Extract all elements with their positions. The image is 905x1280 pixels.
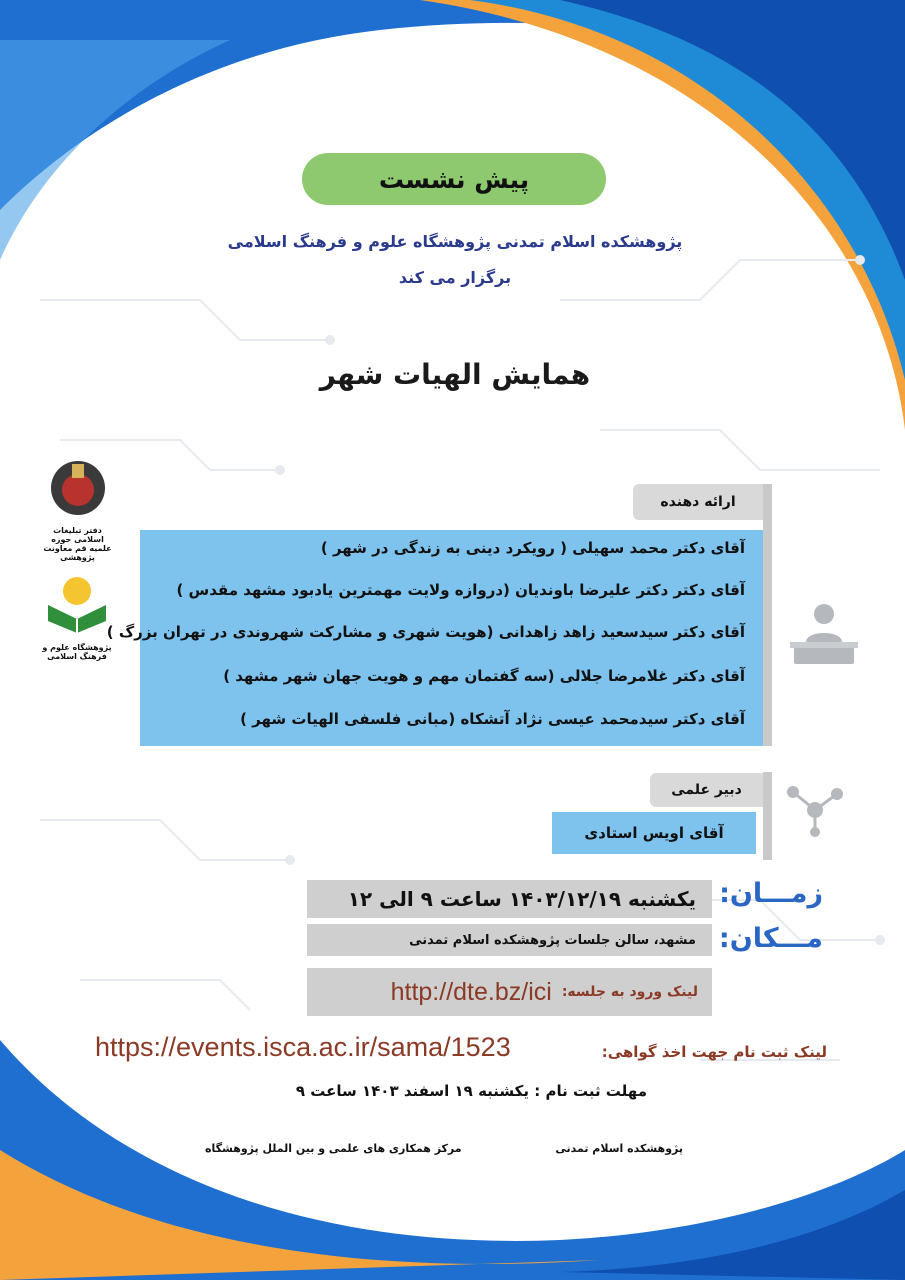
organizer-subline: برگزار می کند xyxy=(398,268,512,287)
registration-deadline: مهلت ثبت نام : یکشنبه ۱۹ اسفند ۱۴۰۳ ساعت ۹ xyxy=(295,1082,647,1100)
logo1-caption: دفتر تبلیغات اسلامی حوزه علمیه قم معاونت پژوهشی xyxy=(43,526,112,562)
book-sun-icon xyxy=(42,575,112,635)
time-label: زمـــان: xyxy=(719,878,823,909)
logo-tablighat xyxy=(40,458,115,562)
speaker-podium-icon xyxy=(786,598,862,674)
session-link-box xyxy=(307,968,712,1016)
place-value: مشهد، سالن جلسات پژوهشکده اسلام تمدنی xyxy=(307,924,712,956)
organizer-line: پژوهشکده اسلام تمدنی پژوهشگاه علوم و فرهنگ اسلامی xyxy=(227,232,683,251)
place-label: مـــکان: xyxy=(718,923,823,954)
presenters-panel xyxy=(106,530,763,746)
presenter-item: آقای دکتر غلامرضا جلالی (سه گفتمان مهم و هویت جهان شهر مشهد ) xyxy=(223,667,745,685)
presenter-item: آقای دکتر دکتر علیرضا باوندیان (دروازه ولایت مهمترین یادبود مشهد مقدس ) xyxy=(176,581,745,599)
logo-pajooheshgah xyxy=(32,575,122,661)
footer-left: مرکز همکاری های علمی و بین الملل پژوهشگاه xyxy=(205,1142,462,1155)
secretary-name: آقای اویس استادی xyxy=(552,812,756,854)
session-link-url[interactable]: http://dte.bz/ici xyxy=(390,977,552,1006)
presenters-bar xyxy=(763,484,772,746)
secretary-label: دبیر علمی xyxy=(650,773,763,807)
logo2-caption: پژوهشگاه علوم و فرهنگ اسلامی xyxy=(42,643,112,661)
registration-url[interactable]: https://events.isca.ac.ir/sama/1523 xyxy=(95,1032,511,1062)
presenters-label: ارائه دهنده xyxy=(633,484,763,520)
pre-session-badge: پیش نشست xyxy=(302,153,606,205)
time-value: یکشنبه ۱۴۰۳/۱۲/۱۹ ساعت ۹ الی ۱۲ xyxy=(307,880,712,918)
footer-right: پژوهشکده اسلام تمدنی xyxy=(555,1142,683,1155)
presenter-item: آقای دکتر محمد سهیلی ( رویکرد دینی به زندگی در شهر ) xyxy=(320,539,745,557)
presenter-item: آقای دکتر سیدسعید زاهد زاهدانی (هویت شهری و مشارکت شهروندی در تهران بزرگ ) xyxy=(106,623,745,641)
emblem-icon xyxy=(48,458,108,518)
registration-label: لینک ثبت نام جهت اخذ گواهی: xyxy=(601,1043,827,1061)
session-link-label: لینک ورود به جلسه: xyxy=(561,984,698,1000)
secretary-bar xyxy=(763,772,772,860)
presenter-item: آقای دکتر سیدمحمد عیسی نژاد آتشکاه (مبانی فلسفی الهیات شهر ) xyxy=(240,710,745,728)
event-title: همایش الهیات شهر xyxy=(319,358,591,391)
network-icon xyxy=(785,782,845,838)
